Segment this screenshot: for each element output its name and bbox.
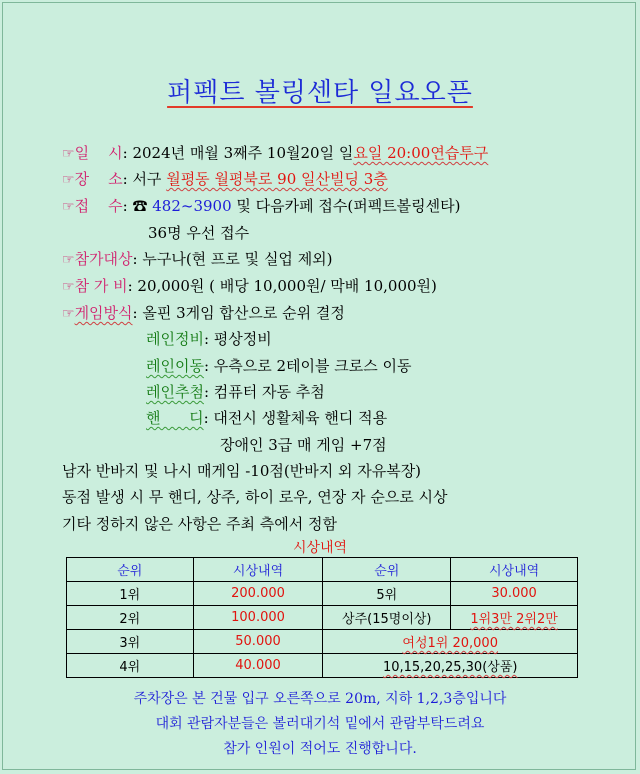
lane-maintenance xyxy=(146,329,272,349)
info-place xyxy=(62,169,388,190)
place-label: 장 소 xyxy=(74,170,123,188)
footer-line: 주차장은 본 건물 입구 오른쪽으로 20m, 지하 1,2,3층입니다 xyxy=(133,691,507,707)
footer-line: 대회 관람자분들은 볼러대기석 밑에서 관람부탁드려요 xyxy=(155,716,485,732)
table-row xyxy=(67,630,578,654)
info-registration: ☞접 수: ☎ 482~3900 및 다음카페 접수(퍼펙트볼링센타) xyxy=(62,197,461,215)
table-row xyxy=(67,654,578,678)
info-fee xyxy=(62,276,437,297)
hand-pointer-icon: ☞ xyxy=(62,172,75,188)
registration-note: 36명 우선 접수 xyxy=(148,224,250,242)
header-cell: 순위 xyxy=(67,558,194,582)
lane-maintenance-value: : 평상정비 xyxy=(203,330,272,348)
place-prefix: : 서구 xyxy=(122,170,167,188)
target-value: : 누구나(현 프로 및 실업 제외) xyxy=(132,250,333,268)
table-row xyxy=(67,582,578,606)
rule-line: 남자 반바지 및 나시 매게임 -10점(반바지 외 자유복장) xyxy=(62,462,422,480)
rule-line: 동점 발생 시 무 핸디, 상주, 하이 로우, 연장 자 순으로 시상 xyxy=(62,488,448,506)
handicap xyxy=(146,408,387,428)
rule-line: 기타 정하지 않은 사항은 주최 측에서 정함 xyxy=(62,515,337,533)
merged-prize-text: 10,15,20,25,30(상품) xyxy=(382,660,518,675)
handicap-value: : 대전시 생활체육 핸디 적용 xyxy=(203,409,388,427)
registration-rest: 및 다음카페 접수(퍼펙트볼링센타) xyxy=(231,197,461,215)
footer-line: 참가 인원이 적어도 진행합니다. xyxy=(223,741,417,757)
rank-cell: 4위 xyxy=(67,654,194,678)
target-label: 참가대상 xyxy=(74,250,133,268)
place-address: 월평동 월평북로 90 일산빌딩 3층 xyxy=(166,170,388,188)
header-cell: 순위 xyxy=(323,558,451,582)
table-header-row xyxy=(67,558,578,582)
date-label: 일 시 xyxy=(74,144,123,162)
rank-cell: 상주(15명이상) xyxy=(323,606,451,630)
lane-draw xyxy=(146,382,325,402)
date-value-time: 요일 20:00연습투구 xyxy=(353,144,489,162)
hand-pointer-icon: ☞ xyxy=(62,306,75,322)
hand-pointer-icon: ☞ xyxy=(62,199,75,215)
merged-prize-cell xyxy=(323,630,578,654)
method-label: 게임방식 xyxy=(74,304,133,322)
hand-pointer-icon: ☞ xyxy=(62,252,75,268)
fee-value: : 20,000원 ( 배당 10,000원/ 막배 10,000원) xyxy=(127,277,437,295)
merged-prize-text: 여성1위 20,000 xyxy=(402,636,498,651)
hand-pointer-icon: ☞ xyxy=(62,146,75,162)
prize-cell: 30.000 xyxy=(451,582,578,606)
prize-cell: 40.000 xyxy=(193,654,323,678)
lane-move xyxy=(146,356,412,376)
header-cell: 시상내역 xyxy=(451,558,578,582)
prize-table xyxy=(66,557,578,678)
info-date xyxy=(62,143,488,164)
lane-maintenance-label: 레인정비 xyxy=(146,330,204,348)
rank-cell: 1위 xyxy=(67,582,194,606)
handicap-disabled: 장애인 3급 매 게임 +7점 xyxy=(220,436,387,454)
hand-pointer-icon: ☞ xyxy=(62,279,75,295)
prize-cell: 50.000 xyxy=(193,630,323,654)
info-method xyxy=(62,303,345,324)
prize-cell: 1위3만 2위2만 xyxy=(451,606,578,630)
rank-cell: 2위 xyxy=(67,606,194,630)
prize-cell: 200.000 xyxy=(193,582,323,606)
fee-label: 참 가 비 xyxy=(74,277,128,295)
lane-draw-value: : 컴퓨터 자동 추첨 xyxy=(203,383,325,401)
merged-prize-cell xyxy=(323,654,578,678)
handicap-label: 핸 디 xyxy=(146,409,204,427)
header-cell: 시상내역 xyxy=(193,558,323,582)
method-value: : 올핀 3게임 합산으로 순위 결정 xyxy=(132,304,345,322)
lane-move-value: : 우측으로 2테이블 크로스 이동 xyxy=(203,357,412,375)
lane-move-label: 레인이동 xyxy=(146,357,204,375)
phone-icon: ☎ xyxy=(132,197,148,215)
info-target xyxy=(62,249,333,270)
rank-cell: 3위 xyxy=(67,630,194,654)
prize-cell: 100.000 xyxy=(193,606,323,630)
phone-number: 482~3900 xyxy=(152,197,232,215)
page-title: 퍼펙트 볼링센타 일요오픈 xyxy=(167,78,473,108)
lane-draw-label: 레인추첨 xyxy=(146,383,204,401)
prize-section-title: 시상내역 xyxy=(292,540,348,556)
registration-label: 접 수 xyxy=(74,197,123,215)
rank-cell: 5위 xyxy=(323,582,451,606)
table-row xyxy=(67,606,578,630)
date-value: : 2024년 매월 3째주 10월20일 일 xyxy=(122,144,354,162)
